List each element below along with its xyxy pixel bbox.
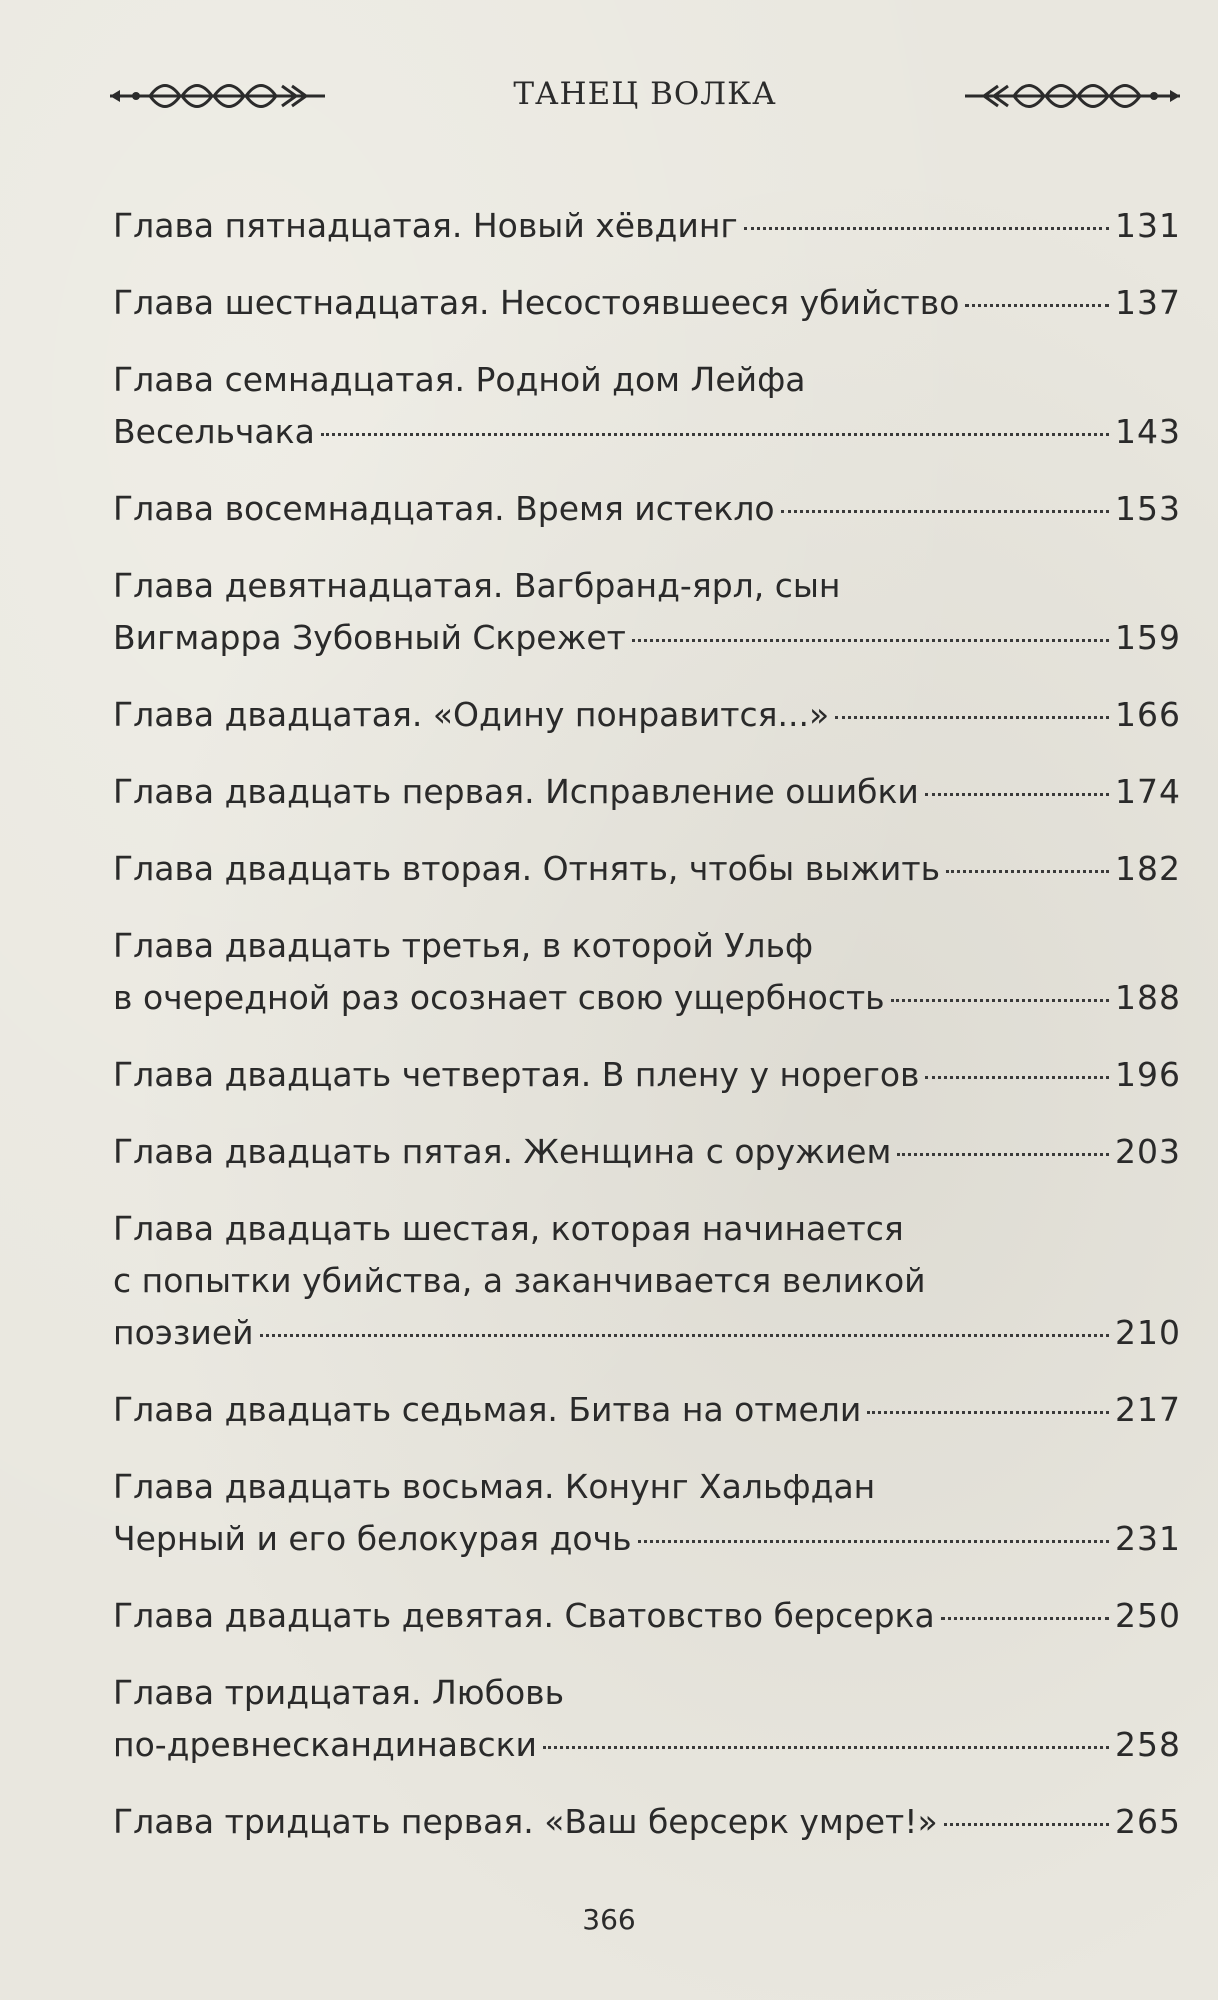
toc-entry — [113, 560, 1181, 664]
dot-leader — [632, 639, 1109, 642]
toc-entry-last-line — [113, 1384, 1181, 1436]
toc-entry-page-number: 231 — [1115, 1519, 1181, 1558]
toc-entry — [113, 200, 1181, 252]
toc-entry-page-number: 203 — [1115, 1132, 1181, 1171]
dot-leader — [260, 1334, 1109, 1337]
toc-entry-title-line: Глава двадцать вторая. Отнять, чтобы выжить — [113, 849, 941, 888]
toc-entry-title-line: Глава семнадцатая. Родной дом Лейфа — [113, 360, 806, 399]
toc-entry-page-number: 153 — [1115, 489, 1181, 528]
toc-entry-last-line — [113, 843, 1181, 895]
toc-entry-page-number: 250 — [1115, 1596, 1181, 1635]
toc-entry-page-number: 196 — [1115, 1055, 1181, 1094]
toc-entry-title-line: Глава двадцать девятая. Сватовство берсерка — [113, 1596, 935, 1635]
toc-entry-title-line: Глава двадцать шестая, которая начинается — [113, 1209, 904, 1248]
toc-entry-title-line: Глава тридцатая. Любовь — [113, 1673, 565, 1712]
toc-entry-page-number: 174 — [1115, 772, 1181, 811]
dot-leader — [744, 227, 1109, 230]
toc-entry-title-line: Глава двадцать пятая. Женщина с оружием — [113, 1132, 892, 1171]
toc-entry — [113, 1049, 1181, 1101]
toc-entry-page-number: 131 — [1115, 206, 1181, 245]
dot-leader — [897, 1153, 1109, 1156]
dot-leader — [781, 510, 1109, 513]
dot-leader — [946, 870, 1109, 873]
toc-entry-title-line: Глава пятнадцатая. Новый хёвдинг — [113, 206, 738, 245]
dot-leader — [925, 793, 1109, 796]
toc-entry-last-line — [113, 612, 1181, 664]
dot-leader — [638, 1540, 1109, 1543]
toc-entry-page-number: 188 — [1115, 978, 1181, 1017]
toc-entry-page-number: 137 — [1115, 283, 1181, 322]
toc-entry-last-line — [113, 1513, 1181, 1565]
toc-entry — [113, 483, 1181, 535]
toc-entry-page-number: 210 — [1115, 1313, 1181, 1352]
toc-entry-last-line — [113, 483, 1181, 535]
toc-entry — [113, 1384, 1181, 1436]
toc-entry-title-line: Глава шестнадцатая. Несостоявшееся убийство — [113, 283, 960, 322]
toc-entry — [113, 1203, 1181, 1359]
table-of-contents — [113, 200, 1181, 1873]
toc-entry-title-line: Черный и его белокурая дочь — [113, 1519, 632, 1558]
running-title: ТАНЕЦ ВОЛКА — [513, 76, 777, 112]
toc-entry-last-line — [113, 766, 1181, 818]
toc-entry-last-line — [113, 1719, 1181, 1771]
toc-entry — [113, 766, 1181, 818]
toc-entry — [113, 689, 1181, 741]
toc-entry-title-line: по-древнескандинавски — [113, 1725, 537, 1764]
toc-entry-last-line — [113, 200, 1181, 252]
toc-entry-title-line: с попытки убийства, а заканчивается великой — [113, 1261, 926, 1300]
toc-entry — [113, 1667, 1181, 1771]
toc-entry-last-line — [113, 1590, 1181, 1642]
dot-leader — [543, 1746, 1109, 1749]
toc-entry-page-number: 265 — [1115, 1802, 1181, 1841]
toc-entry-title-line: Вигмарра Зубовный Скрежет — [113, 618, 626, 657]
toc-entry-page-number: 159 — [1115, 618, 1181, 657]
toc-entry-page-number: 143 — [1115, 412, 1181, 451]
toc-entry-title-line: Глава двадцать третья, в которой Ульф — [113, 926, 814, 965]
page-number: 366 — [582, 1903, 636, 1936]
toc-entry-title-line: Весельчака — [113, 412, 315, 451]
dot-leader — [941, 1617, 1109, 1620]
dot-leader — [965, 304, 1109, 307]
toc-entry-last-line — [113, 1049, 1181, 1101]
ornament-right-icon — [965, 78, 1180, 114]
running-header — [110, 72, 1180, 122]
toc-entry-title-line: Глава двадцать первая. Исправление ошибки — [113, 772, 919, 811]
toc-entry — [113, 920, 1181, 1024]
toc-entry-page-number: 258 — [1115, 1725, 1181, 1764]
toc-entry — [113, 1126, 1181, 1178]
dot-leader — [867, 1411, 1109, 1414]
toc-entry-page-number: 182 — [1115, 849, 1181, 888]
toc-entry-last-line — [113, 277, 1181, 329]
toc-entry-title-line: в очередной раз осознает свою ущербность — [113, 978, 885, 1017]
toc-entry-title-line: Глава восемнадцатая. Время истекло — [113, 489, 775, 528]
toc-entry-title-line: Глава двадцать седьмая. Битва на отмели — [113, 1390, 862, 1429]
toc-entry-last-line — [113, 1126, 1181, 1178]
toc-entry — [113, 1796, 1181, 1848]
toc-entry-title-line: Глава двадцать восьмая. Конунг Хальфдан — [113, 1467, 876, 1506]
dot-leader — [321, 433, 1109, 436]
toc-entry — [113, 1461, 1181, 1565]
toc-entry — [113, 843, 1181, 895]
toc-entry-page-number: 166 — [1115, 695, 1181, 734]
dot-leader — [891, 999, 1109, 1002]
toc-entry-page-number: 217 — [1115, 1390, 1181, 1429]
toc-entry — [113, 277, 1181, 329]
toc-entry-title-line: поэзией — [113, 1313, 254, 1352]
toc-entry-title-line: Глава двадцатая. «Одину понравится...» — [113, 695, 830, 734]
toc-entry — [113, 1590, 1181, 1642]
toc-entry-last-line — [113, 406, 1181, 458]
toc-entry-title-line: Глава тридцать первая. «Ваш берсерк умрет!» — [113, 1802, 938, 1841]
toc-entry-title-line: Глава девятнадцатая. Вагбранд-ярл, сын — [113, 566, 841, 605]
toc-entry-last-line — [113, 972, 1181, 1024]
toc-entry-last-line — [113, 689, 1181, 741]
dot-leader — [925, 1076, 1109, 1079]
dot-leader — [835, 716, 1109, 719]
toc-entry-last-line — [113, 1796, 1181, 1848]
toc-entry — [113, 354, 1181, 458]
dot-leader — [944, 1823, 1109, 1826]
toc-entry-last-line — [113, 1307, 1181, 1359]
toc-entry-title-line: Глава двадцать четвертая. В плену у норегов — [113, 1055, 920, 1094]
